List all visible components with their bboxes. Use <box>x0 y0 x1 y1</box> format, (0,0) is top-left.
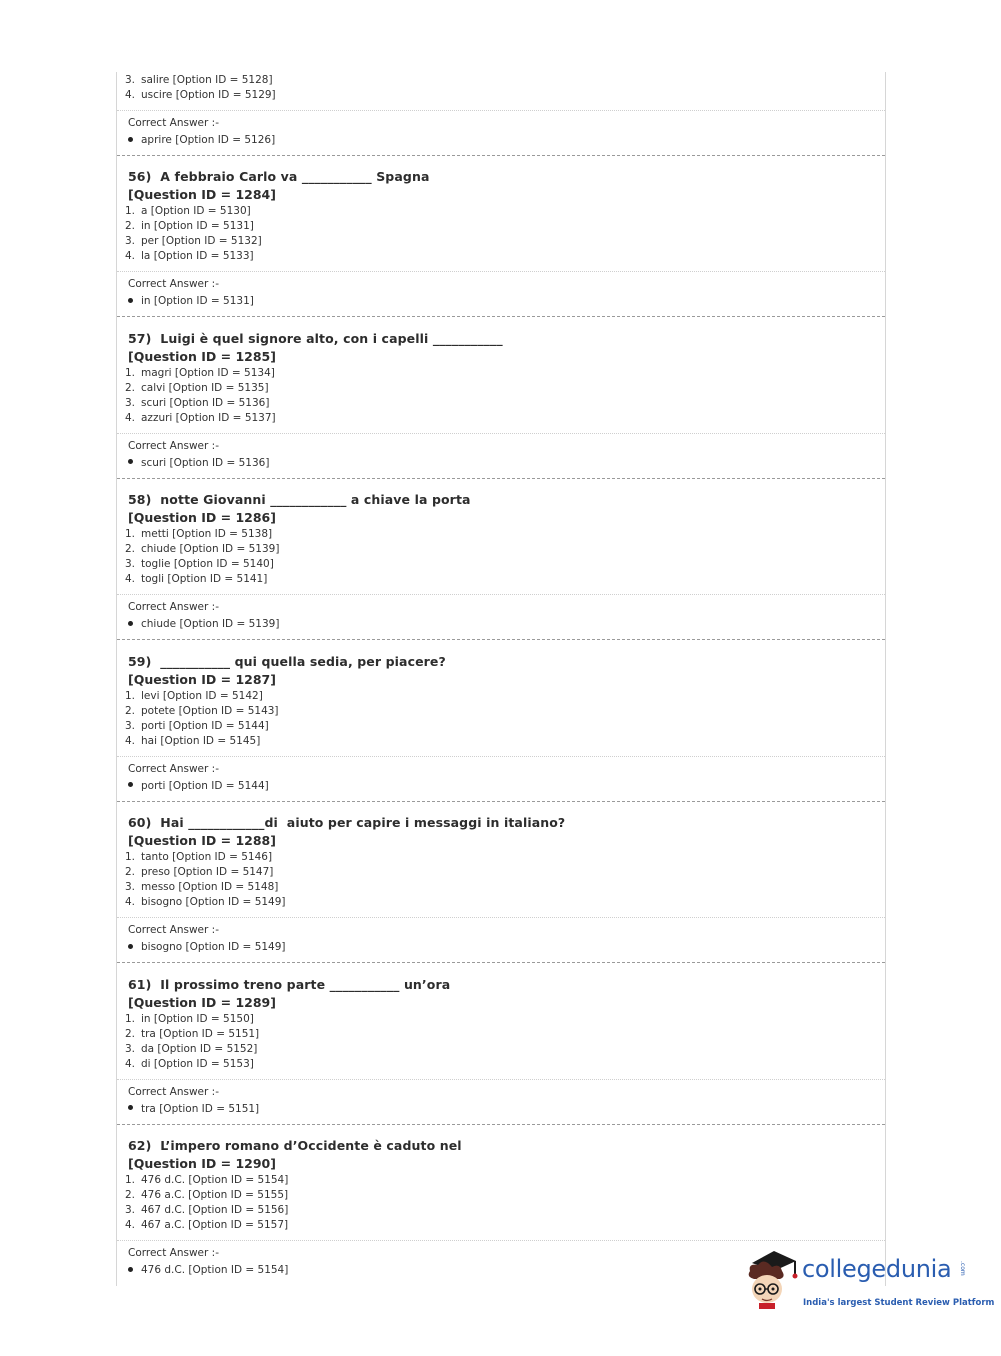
bullet-icon <box>128 298 133 303</box>
option: 2. tra [Option ID = 5151] <box>125 1027 260 1040</box>
correct-answer: porti [Option ID = 5144] <box>128 780 269 792</box>
question-id: [Question ID = 1284] <box>128 187 276 202</box>
divider <box>117 271 885 272</box>
correct-answer: tra [Option ID = 5151] <box>128 1103 259 1115</box>
divider <box>117 1240 885 1241</box>
question-id: [Question ID = 1286] <box>128 510 276 525</box>
divider <box>117 433 885 434</box>
option: 3. toglie [Option ID = 5140] <box>125 558 274 570</box>
option: 3. porti [Option ID = 5144] <box>125 719 269 732</box>
correct-answer-label: Correct Answer :- <box>128 117 219 129</box>
question-id: [Question ID = 1285] <box>128 348 276 364</box>
option: 2. 476 a.C. [Option ID = 5155] <box>125 1189 289 1201</box>
correct-answer: scuri [Option ID = 5136] <box>128 457 269 469</box>
mascot-icon <box>742 1249 800 1311</box>
question-id: [Question ID = 1287] <box>128 671 276 687</box>
option: 4. la [Option ID = 5133] <box>125 250 254 262</box>
collegedunia-logo <box>742 1249 995 1319</box>
question-text: 57) Luigi è quel signore alto, con i capelli ___________ <box>128 330 503 346</box>
question-separator <box>117 801 885 802</box>
correct-answer-label: Correct Answer :- <box>128 278 219 290</box>
question-text: 62) L’impero romano d’Occidente è caduto nel <box>128 1138 462 1153</box>
brand-domain: .com <box>959 1261 966 1276</box>
question-separator <box>117 478 885 479</box>
bullet-icon <box>128 621 133 626</box>
question-id: [Question ID = 1288] <box>128 833 276 848</box>
option: 1. magri [Option ID = 5134] <box>125 366 275 379</box>
correct-answer-label: Correct Answer :- <box>128 762 219 775</box>
question-text: 60) Hai ____________di aiuto per capire i messaggi in italiano? <box>128 815 566 830</box>
option: 4. hai [Option ID = 5145] <box>125 734 261 747</box>
bullet-icon <box>128 137 133 142</box>
question-id: [Question ID = 1289] <box>128 994 276 1010</box>
bullet-icon <box>128 944 133 949</box>
question-text: 56) A febbraio Carlo va ___________ Spagna <box>128 169 430 184</box>
option: 2. preso [Option ID = 5147] <box>125 866 274 878</box>
option: 2. calvi [Option ID = 5135] <box>125 381 269 394</box>
option: 4. 467 a.C. [Option ID = 5157] <box>125 1219 289 1231</box>
option: 2. chiude [Option ID = 5139] <box>125 543 280 555</box>
option: 1. in [Option ID = 5150] <box>125 1012 254 1025</box>
correct-answer: bisogno [Option ID = 5149] <box>128 941 286 953</box>
brand-tagline: India's largest Student Review Platform <box>803 1298 995 1308</box>
option: 4. di [Option ID = 5153] <box>125 1057 254 1070</box>
option: 4. azzuri [Option ID = 5137] <box>125 411 276 424</box>
bullet-icon <box>128 1267 133 1272</box>
correct-answer-label: Correct Answer :- <box>128 1085 219 1098</box>
question-text: 59) ___________ qui quella sedia, per piacere? <box>128 653 446 669</box>
option: 1. levi [Option ID = 5142] <box>125 689 263 702</box>
divider <box>117 1079 885 1080</box>
correct-answer-label: Correct Answer :- <box>128 1247 219 1259</box>
correct-answer: chiude [Option ID = 5139] <box>128 618 279 630</box>
divider <box>117 917 885 918</box>
option: 1. metti [Option ID = 5138] <box>125 528 273 540</box>
bullet-icon <box>128 459 133 464</box>
option: 3. salire [Option ID = 5128] <box>125 74 273 86</box>
option: 4. uscire [Option ID = 5129] <box>125 89 276 101</box>
option: 3. scuri [Option ID = 5136] <box>125 396 270 409</box>
correct-answer: aprire [Option ID = 5126] <box>128 134 275 146</box>
bullet-icon <box>128 782 133 787</box>
question-separator <box>117 316 885 317</box>
correct-answer-label: Correct Answer :- <box>128 924 219 936</box>
correct-answer: in [Option ID = 5131] <box>128 295 254 307</box>
option: 1. a [Option ID = 5130] <box>125 205 251 217</box>
correct-answer-label: Correct Answer :- <box>128 601 219 613</box>
option: 3. da [Option ID = 5152] <box>125 1042 258 1055</box>
bullet-icon <box>128 1105 133 1110</box>
option: 1. 476 d.C. [Option ID = 5154] <box>125 1174 289 1186</box>
question-id: [Question ID = 1290] <box>128 1156 276 1171</box>
option: 2. in [Option ID = 5131] <box>125 220 254 232</box>
option: 3. per [Option ID = 5132] <box>125 235 262 247</box>
option: 3. 467 d.C. [Option ID = 5156] <box>125 1204 289 1216</box>
divider <box>117 110 885 111</box>
question-separator <box>117 1124 885 1125</box>
option: 1. tanto [Option ID = 5146] <box>125 851 273 863</box>
brand-name: collegedunia <box>802 1255 952 1283</box>
option: 2. potete [Option ID = 5143] <box>125 704 279 717</box>
option: 3. messo [Option ID = 5148] <box>125 881 279 893</box>
correct-answer: 476 d.C. [Option ID = 5154] <box>128 1264 288 1276</box>
divider <box>117 594 885 595</box>
question-separator <box>117 962 885 963</box>
question-separator <box>117 639 885 640</box>
option: 4. bisogno [Option ID = 5149] <box>125 896 286 908</box>
question-text: 58) notte Giovanni ____________ a chiave la porta <box>128 492 471 507</box>
option: 4. togli [Option ID = 5141] <box>125 573 268 585</box>
divider <box>117 756 885 757</box>
question-separator <box>117 155 885 156</box>
question-paper <box>116 72 886 1286</box>
question-text: 61) Il prossimo treno parte ___________ un’ora <box>128 976 451 992</box>
correct-answer-label: Correct Answer :- <box>128 439 219 452</box>
